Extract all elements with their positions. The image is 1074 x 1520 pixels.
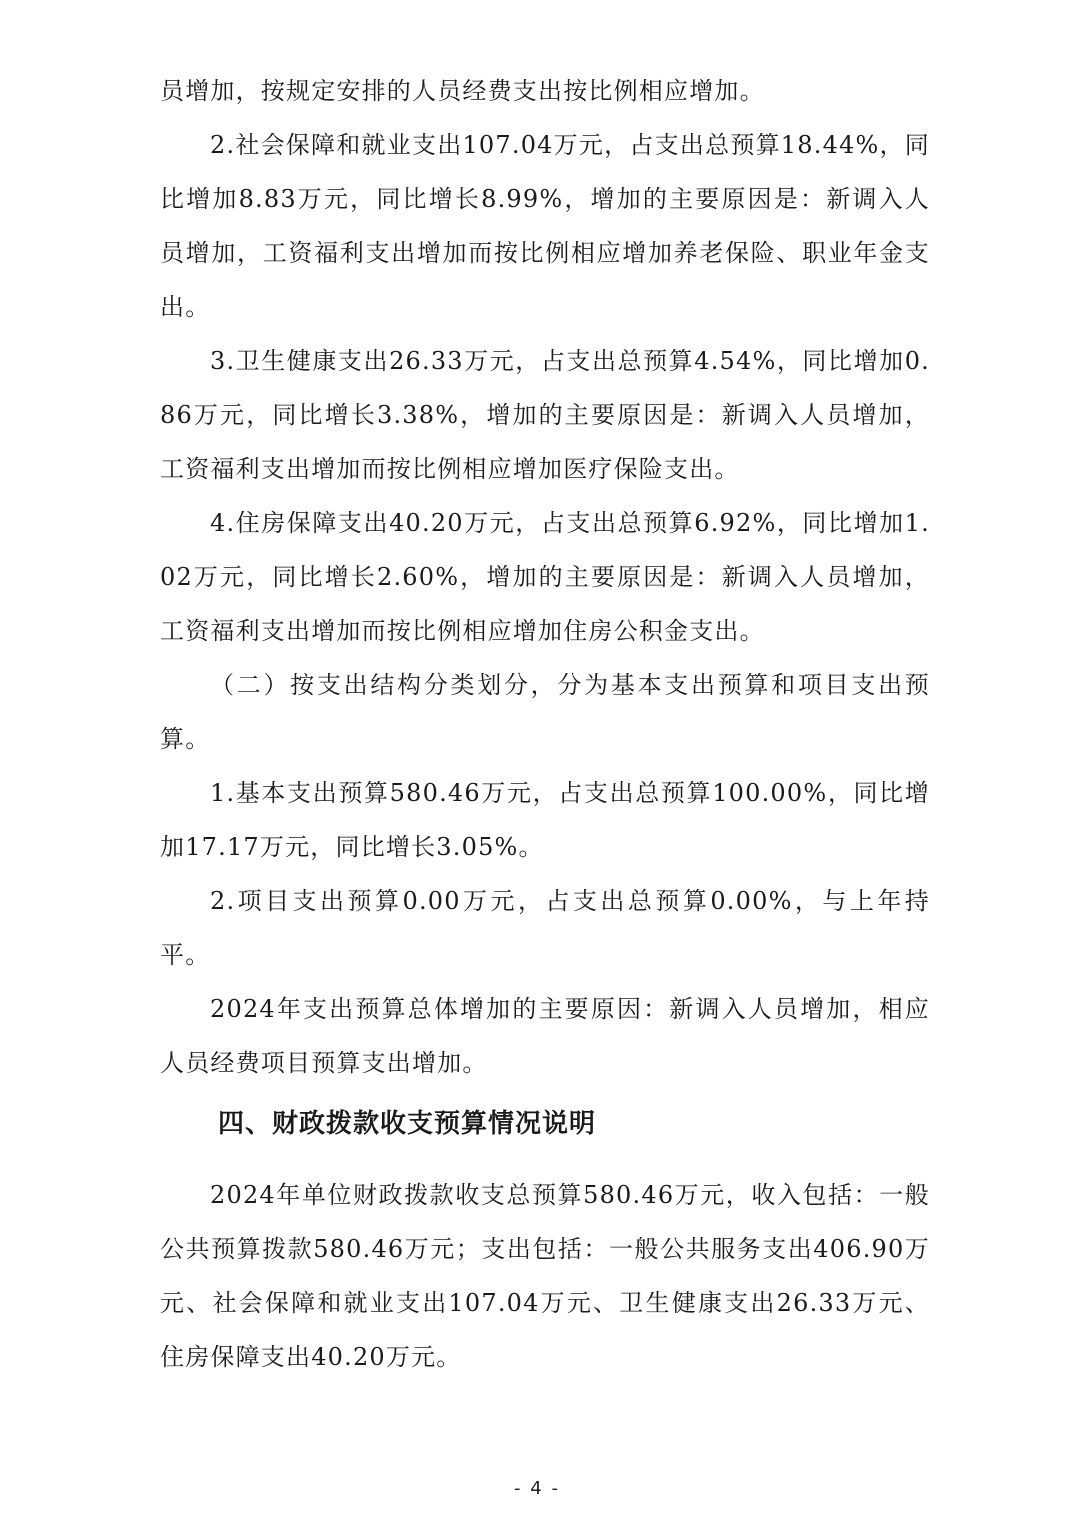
paragraph-social-security: 2.社会保障和就业支出107.04万元，占支出总预算18.44%，同比增加8.83万元，同比增长8.99%，增加的主要原因是：新调入人员增加，工资福利支出增加而按比例相应增加养老保险、职业年金支出。 (160, 131, 930, 321)
paragraph-basic-expenditure: 1.基本支出预算580.46万元，占支出总预算100.00%，同比增加17.17万元，同比增长3.05%。 (160, 779, 930, 861)
page-number: - 4 - (514, 1478, 560, 1499)
paragraph-project-expenditure: 2.项目支出预算0.00万元，占支出总预算0.00%，与上年持平。 (160, 887, 930, 969)
paragraph-overall-reason: 2024年支出预算总体增加的主要原因：新调入人员增加，相应人员经费项目预算支出增加。 (160, 995, 930, 1077)
paragraph-housing: 4.住房保障支出40.20万元，占支出总预算6.92%，同比增加1.02万元，同比增长2.60%，增加的主要原因是：新调入人员增加，工资福利支出增加而按比例相应增加住房公积金支出。 (160, 509, 930, 645)
paragraph-structure-classification: （二）按支出结构分类划分，分为基本支出预算和项目支出预算。 (160, 671, 930, 753)
paragraph-health: 3.卫生健康支出26.33万元，占支出总预算4.54%，同比增加0.86万元，同比增长3.38%，增加的主要原因是：新调入人员增加，工资福利支出增加而按比例相应增加医疗保险支出。 (160, 347, 930, 483)
paragraph-continuation: 员增加，按规定安排的人员经费支出按比例相应增加。 (160, 77, 765, 105)
section-heading: 四、财政拨款收支预算情况说明 (218, 1109, 597, 1139)
document-body (160, 64, 930, 1384)
paragraph-fiscal-allocation: 2024年单位财政拨款收支总预算580.46万元，收入包括：一般公共预算拨款580.46万元；支出包括：一般公共服务支出406.90万元、社会保障和就业支出107.04万元、卫生健康支出26.33万元、住房保障支出40.20万元。 (160, 1181, 930, 1371)
